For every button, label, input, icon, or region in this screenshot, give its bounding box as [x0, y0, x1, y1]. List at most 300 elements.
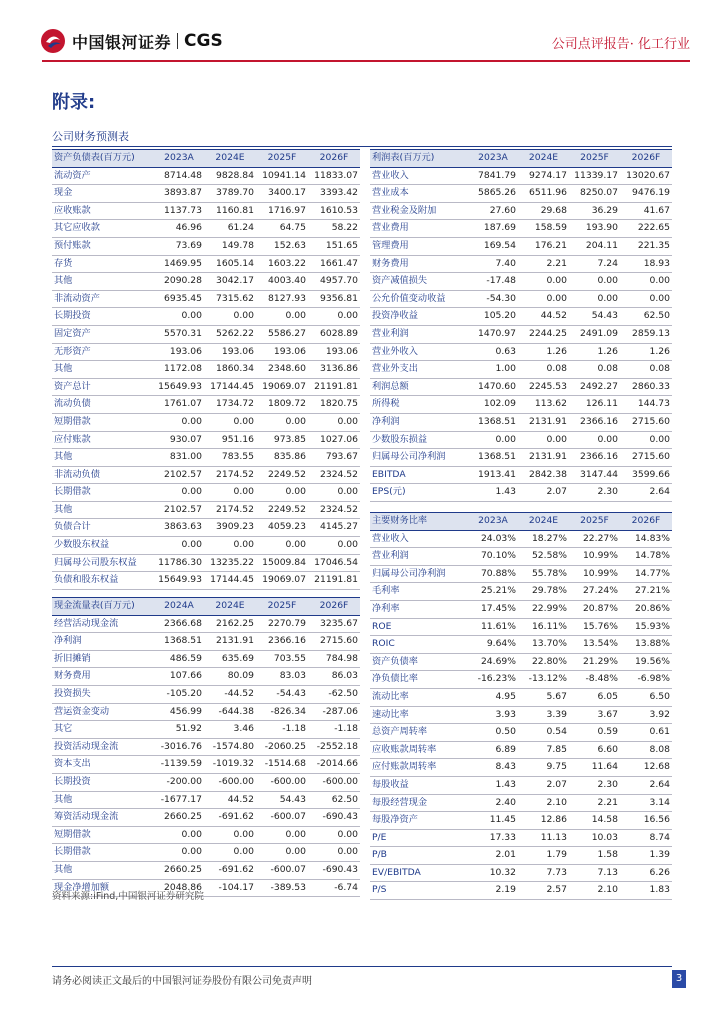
- cell-value: 0.00: [256, 413, 308, 431]
- cell-value: 1172.08: [154, 361, 204, 379]
- cell-value: 61.24: [204, 220, 256, 238]
- table-row: [52, 668, 360, 686]
- cell-value: 19.56%: [620, 653, 672, 671]
- cell-value: 8.74: [620, 829, 672, 847]
- table-row: [370, 167, 672, 185]
- cell-value: 2023A: [154, 150, 204, 168]
- cell-value: 21.29%: [569, 653, 620, 671]
- main-ratios-table: [370, 512, 672, 900]
- table-row: [370, 776, 672, 794]
- cell-value: 5586.27: [256, 325, 308, 343]
- cell-value: 0.00: [620, 431, 672, 449]
- cell-value: 6.60: [569, 741, 620, 759]
- cell-value: 0.00: [518, 431, 569, 449]
- cell-value: 169.54: [468, 237, 518, 255]
- cell-value: 2026F: [308, 598, 360, 616]
- cell-value: 0.00: [204, 844, 256, 862]
- cell-value: 2025F: [256, 598, 308, 616]
- cell-value: 8.43: [468, 759, 518, 777]
- row-label: 少数股东损益: [370, 431, 468, 449]
- cell-value: 15.93%: [620, 618, 672, 636]
- table-row: [52, 685, 360, 703]
- cell-value: 2.07: [518, 484, 569, 502]
- cell-value: 3.67: [569, 706, 620, 724]
- report-title: 公司点评报告· 化工行业: [551, 37, 690, 52]
- cell-value: 6.89: [468, 741, 518, 759]
- cell-value: 0.08: [569, 361, 620, 379]
- page-number: 3: [672, 970, 686, 988]
- table-row: [370, 671, 672, 689]
- cell-value: 2024A: [154, 598, 204, 616]
- cell-value: 1.83: [620, 882, 672, 900]
- table-row: [52, 325, 360, 343]
- cell-value: 14.78%: [620, 548, 672, 566]
- cell-value: 25.21%: [468, 583, 518, 601]
- cell-value: 22.27%: [569, 530, 620, 548]
- row-label: 其他: [52, 449, 154, 467]
- cell-value: -690.43: [308, 861, 360, 879]
- cell-value: 6511.96: [518, 185, 569, 203]
- cell-value: 2842.38: [518, 466, 569, 484]
- row-label: 财务费用: [52, 668, 154, 686]
- cell-value: -691.62: [204, 861, 256, 879]
- table-row: [370, 290, 672, 308]
- cell-value: 113.62: [518, 396, 569, 414]
- cell-value: 9274.17: [518, 167, 569, 185]
- cell-value: 17144.45: [204, 572, 256, 590]
- cell-value: 0.00: [256, 826, 308, 844]
- cell-value: 2102.57: [154, 466, 204, 484]
- cell-value: 1820.75: [308, 396, 360, 414]
- cell-value: 7.13: [569, 864, 620, 882]
- cell-value: 0.59: [569, 724, 620, 742]
- cell-value: 2162.25: [204, 615, 256, 633]
- cell-value: 105.20: [468, 308, 518, 326]
- cell-value: 1027.06: [308, 431, 360, 449]
- cell-value: -1.18: [308, 721, 360, 739]
- cell-value: 1469.95: [154, 255, 204, 273]
- cell-value: 2366.16: [569, 413, 620, 431]
- cell-value: 0.00: [256, 537, 308, 555]
- table-row: [370, 220, 672, 238]
- cell-value: 2026F: [620, 513, 672, 531]
- cell-value: 107.66: [154, 668, 204, 686]
- cell-value: 149.78: [204, 237, 256, 255]
- table-row: [370, 343, 672, 361]
- cell-value: 0.00: [154, 826, 204, 844]
- row-label: 每股收益: [370, 776, 468, 794]
- table-row: [370, 829, 672, 847]
- cell-value: 0.00: [308, 844, 360, 862]
- table-row: [52, 721, 360, 739]
- cell-value: 6935.45: [154, 290, 204, 308]
- cell-value: 70.88%: [468, 565, 518, 583]
- cell-value: 1860.34: [204, 361, 256, 379]
- row-label: 流动负债: [52, 396, 154, 414]
- cell-value: 0.00: [308, 537, 360, 555]
- cell-value: 2244.25: [518, 325, 569, 343]
- logo-separator: [177, 33, 178, 49]
- cell-value: 22.80%: [518, 653, 569, 671]
- cell-value: 0.08: [518, 361, 569, 379]
- cell-value: 10.99%: [569, 565, 620, 583]
- table-row: [370, 530, 672, 548]
- cell-value: 15649.93: [154, 572, 204, 590]
- table-row: [52, 361, 360, 379]
- row-label: 非流动负债: [52, 466, 154, 484]
- table-row: [370, 741, 672, 759]
- cell-value: 12.68: [620, 759, 672, 777]
- cell-value: 14.83%: [620, 530, 672, 548]
- cell-value: 126.11: [569, 396, 620, 414]
- cell-value: 10.99%: [569, 548, 620, 566]
- cell-value: -2552.18: [308, 738, 360, 756]
- table-row: [370, 466, 672, 484]
- cell-value: 2024E: [204, 598, 256, 616]
- cell-value: -600.00: [308, 773, 360, 791]
- cell-value: 2090.28: [154, 273, 204, 291]
- cell-value: 783.55: [204, 449, 256, 467]
- cell-value: -1139.59: [154, 756, 204, 774]
- row-label: 营业利润: [370, 325, 468, 343]
- cell-value: 2249.52: [256, 501, 308, 519]
- cell-value: -8.48%: [569, 671, 620, 689]
- cell-value: 29.78%: [518, 583, 569, 601]
- table-row: [52, 809, 360, 827]
- table-row: [52, 255, 360, 273]
- table-row: [370, 724, 672, 742]
- cell-value: 3863.63: [154, 519, 204, 537]
- table-row: [52, 484, 360, 502]
- cell-value: 12.86: [518, 812, 569, 830]
- row-label: 投资净收益: [370, 308, 468, 326]
- row-label: 营业税金及附加: [370, 202, 468, 220]
- cell-value: 2715.60: [620, 449, 672, 467]
- cell-value: 14.77%: [620, 565, 672, 583]
- cell-value: 3.93: [468, 706, 518, 724]
- row-label: 主要财务比率: [370, 513, 468, 531]
- cell-value: 1761.07: [154, 396, 204, 414]
- cell-value: 2366.16: [256, 633, 308, 651]
- cell-value: 51.92: [154, 721, 204, 739]
- income-statement-table: [370, 149, 672, 502]
- footer-disclaimer: 请务必阅读正文最后的中国银河证券股份有限公司免责声明: [52, 976, 312, 987]
- cell-value: 2715.60: [308, 633, 360, 651]
- row-label: 负债合计: [52, 519, 154, 537]
- cell-value: 73.69: [154, 237, 204, 255]
- row-label: 固定资产: [52, 325, 154, 343]
- row-label: 净负债比率: [370, 671, 468, 689]
- cell-value: 2131.91: [518, 449, 569, 467]
- row-label: 长期借款: [52, 844, 154, 862]
- cell-value: 152.63: [256, 237, 308, 255]
- cell-value: 7.40: [468, 255, 518, 273]
- cell-value: 2245.53: [518, 378, 569, 396]
- table-row: [52, 431, 360, 449]
- cell-value: 20.86%: [620, 600, 672, 618]
- cell-value: 1470.97: [468, 325, 518, 343]
- cell-value: 0.63: [468, 343, 518, 361]
- row-label: 归属母公司净利润: [370, 565, 468, 583]
- row-label: 短期借款: [52, 413, 154, 431]
- cell-value: -16.23%: [468, 671, 518, 689]
- table-row: [52, 343, 360, 361]
- cell-value: 2131.91: [518, 413, 569, 431]
- cell-value: 13.70%: [518, 636, 569, 654]
- table-row: [370, 378, 672, 396]
- table-row: [52, 378, 360, 396]
- cell-value: 1.43: [468, 776, 518, 794]
- cell-value: 0.54: [518, 724, 569, 742]
- row-label: 其它: [52, 721, 154, 739]
- table-row: [370, 202, 672, 220]
- cell-value: 456.99: [154, 703, 204, 721]
- cell-value: -600.07: [256, 809, 308, 827]
- cell-value: 9356.81: [308, 290, 360, 308]
- cell-value: -691.62: [204, 809, 256, 827]
- table-header-row: [370, 150, 672, 168]
- balance-sheet-table: [52, 149, 360, 590]
- table-row: [370, 618, 672, 636]
- cell-value: 0.00: [204, 413, 256, 431]
- row-label: 折旧摊销: [52, 650, 154, 668]
- cell-value: 29.68: [518, 202, 569, 220]
- cell-value: 0.00: [256, 484, 308, 502]
- page-header: [0, 0, 724, 64]
- row-label: 净利润: [370, 413, 468, 431]
- cell-value: 6.50: [620, 688, 672, 706]
- row-label: 财务费用: [370, 255, 468, 273]
- cell-value: 17.33: [468, 829, 518, 847]
- table-row: [370, 847, 672, 865]
- cell-value: 13020.67: [620, 167, 672, 185]
- company-logo: [40, 28, 223, 54]
- cell-value: 15649.93: [154, 378, 204, 396]
- cell-value: 18.93: [620, 255, 672, 273]
- cell-value: 158.59: [518, 220, 569, 238]
- cgs-logo-icon: [40, 28, 66, 54]
- cell-value: 3400.17: [256, 185, 308, 203]
- cell-value: -13.12%: [518, 671, 569, 689]
- cell-value: 1.26: [518, 343, 569, 361]
- cell-value: 151.65: [308, 237, 360, 255]
- cell-value: 951.16: [204, 431, 256, 449]
- cell-value: 486.59: [154, 650, 204, 668]
- table-row: [52, 413, 360, 431]
- cell-value: -1574.80: [204, 738, 256, 756]
- cell-value: 44.52: [204, 791, 256, 809]
- table-row: [52, 826, 360, 844]
- cell-value: 1610.53: [308, 202, 360, 220]
- cell-value: 193.06: [154, 343, 204, 361]
- cell-value: 2.21: [569, 794, 620, 812]
- cell-value: 0.00: [569, 290, 620, 308]
- row-label: 长期投资: [52, 773, 154, 791]
- row-label: 现金流量表(百万元): [52, 598, 154, 616]
- cell-value: 193.06: [308, 343, 360, 361]
- row-label: 每股净资产: [370, 812, 468, 830]
- cell-value: 1809.72: [256, 396, 308, 414]
- cell-value: 193.90: [569, 220, 620, 238]
- cell-value: -1514.68: [256, 756, 308, 774]
- cell-value: 3.14: [620, 794, 672, 812]
- row-label: 资产负债率: [370, 653, 468, 671]
- cell-value: 3147.44: [569, 466, 620, 484]
- cell-value: -44.52: [204, 685, 256, 703]
- cell-value: 15009.84: [256, 554, 308, 572]
- cell-value: -17.48: [468, 273, 518, 291]
- cell-value: 13235.22: [204, 554, 256, 572]
- cell-value: 27.21%: [620, 583, 672, 601]
- cell-value: 24.69%: [468, 653, 518, 671]
- row-label: 现金净增加额: [52, 879, 154, 897]
- table-row: [52, 844, 360, 862]
- cell-value: 0.00: [204, 537, 256, 555]
- cell-value: 2.40: [468, 794, 518, 812]
- cell-value: 70.10%: [468, 548, 518, 566]
- cell-value: 0.50: [468, 724, 518, 742]
- row-label: 流动资产: [52, 167, 154, 185]
- cell-value: 3.39: [518, 706, 569, 724]
- cell-value: 2660.25: [154, 809, 204, 827]
- cell-value: 222.65: [620, 220, 672, 238]
- cell-value: 11833.07: [308, 167, 360, 185]
- row-label: 归属母公司净利润: [370, 449, 468, 467]
- cell-value: 0.08: [620, 361, 672, 379]
- cell-value: 3909.23: [204, 519, 256, 537]
- footer-divider: [52, 966, 672, 967]
- row-label: 无形资产: [52, 343, 154, 361]
- row-label: 资产负债表(百万元): [52, 150, 154, 168]
- table-row: [52, 554, 360, 572]
- row-label: ROE: [370, 618, 468, 636]
- row-label: 毛利率: [370, 583, 468, 601]
- row-label: 投资活动现金流: [52, 738, 154, 756]
- row-label: 其他: [52, 361, 154, 379]
- cell-value: 4145.27: [308, 519, 360, 537]
- table-row: [52, 396, 360, 414]
- cell-value: 62.50: [620, 308, 672, 326]
- appendix-heading: 附录:: [52, 92, 96, 113]
- cell-value: 1.39: [620, 847, 672, 865]
- cell-value: 144.73: [620, 396, 672, 414]
- cell-value: 11.64: [569, 759, 620, 777]
- row-label: 长期借款: [52, 484, 154, 502]
- row-label: ROIC: [370, 636, 468, 654]
- cell-value: 0.00: [256, 844, 308, 862]
- cell-value: 3789.70: [204, 185, 256, 203]
- cell-value: 7315.62: [204, 290, 256, 308]
- cell-value: 1.00: [468, 361, 518, 379]
- table-row: [370, 812, 672, 830]
- row-label: 应收账款周转率: [370, 741, 468, 759]
- row-label: EV/EBITDA: [370, 864, 468, 882]
- cell-value: 1716.97: [256, 202, 308, 220]
- cell-value: 17046.54: [308, 554, 360, 572]
- table-row: [52, 501, 360, 519]
- cell-value: 0.00: [204, 826, 256, 844]
- cell-value: 0.00: [154, 537, 204, 555]
- cell-value: -644.38: [204, 703, 256, 721]
- cell-value: 703.55: [256, 650, 308, 668]
- cell-value: 2174.52: [204, 466, 256, 484]
- cell-value: 11786.30: [154, 554, 204, 572]
- cell-value: 2366.16: [569, 449, 620, 467]
- cell-value: 0.00: [154, 484, 204, 502]
- cell-value: 0.00: [154, 308, 204, 326]
- row-label: EPS(元): [370, 484, 468, 502]
- row-label: 每股经营现金: [370, 794, 468, 812]
- cell-value: 64.75: [256, 220, 308, 238]
- cell-value: 102.09: [468, 396, 518, 414]
- cell-value: 2131.91: [204, 633, 256, 651]
- cell-value: 19069.07: [256, 572, 308, 590]
- table-row: [52, 650, 360, 668]
- cell-value: 3136.86: [308, 361, 360, 379]
- cell-value: 9476.19: [620, 185, 672, 203]
- cell-value: 2324.52: [308, 466, 360, 484]
- row-label: 资本支出: [52, 756, 154, 774]
- cell-value: 0.00: [620, 290, 672, 308]
- cell-value: -600.07: [256, 861, 308, 879]
- cell-value: 2048.86: [154, 879, 204, 897]
- cell-value: 204.11: [569, 237, 620, 255]
- cell-value: 5570.31: [154, 325, 204, 343]
- cell-value: 15.76%: [569, 618, 620, 636]
- row-label: 应收账款: [52, 202, 154, 220]
- table-row: [370, 688, 672, 706]
- row-label: 非流动资产: [52, 290, 154, 308]
- cell-value: 13.88%: [620, 636, 672, 654]
- cell-value: 8714.48: [154, 167, 204, 185]
- cell-value: 4059.23: [256, 519, 308, 537]
- row-label: 营运资金变动: [52, 703, 154, 721]
- row-label: 经营活动现金流: [52, 615, 154, 633]
- cell-value: -54.43: [256, 685, 308, 703]
- cell-value: 2348.60: [256, 361, 308, 379]
- table-row: [52, 290, 360, 308]
- cell-value: -6.74: [308, 879, 360, 897]
- cell-value: -200.00: [154, 773, 204, 791]
- table-row: [52, 572, 360, 590]
- cell-value: -826.34: [256, 703, 308, 721]
- table-row: [52, 791, 360, 809]
- cell-value: 83.03: [256, 668, 308, 686]
- cell-value: -690.43: [308, 809, 360, 827]
- cell-value: -54.30: [468, 290, 518, 308]
- cell-value: 18.27%: [518, 530, 569, 548]
- cell-value: 1470.60: [468, 378, 518, 396]
- cell-value: 2.57: [518, 882, 569, 900]
- table-row: [52, 703, 360, 721]
- cell-value: 2.64: [620, 484, 672, 502]
- row-label: P/E: [370, 829, 468, 847]
- table-row: [370, 361, 672, 379]
- row-label: 存货: [52, 255, 154, 273]
- cell-value: 27.60: [468, 202, 518, 220]
- cell-value: 2859.13: [620, 325, 672, 343]
- cell-value: 635.69: [204, 650, 256, 668]
- cell-value: 36.29: [569, 202, 620, 220]
- table-row: [370, 864, 672, 882]
- table-row: [370, 308, 672, 326]
- cell-value: 0.61: [620, 724, 672, 742]
- cell-value: -600.00: [204, 773, 256, 791]
- cell-value: 13.54%: [569, 636, 620, 654]
- row-label: 所得税: [370, 396, 468, 414]
- cell-value: 11.61%: [468, 618, 518, 636]
- cell-value: -2014.66: [308, 756, 360, 774]
